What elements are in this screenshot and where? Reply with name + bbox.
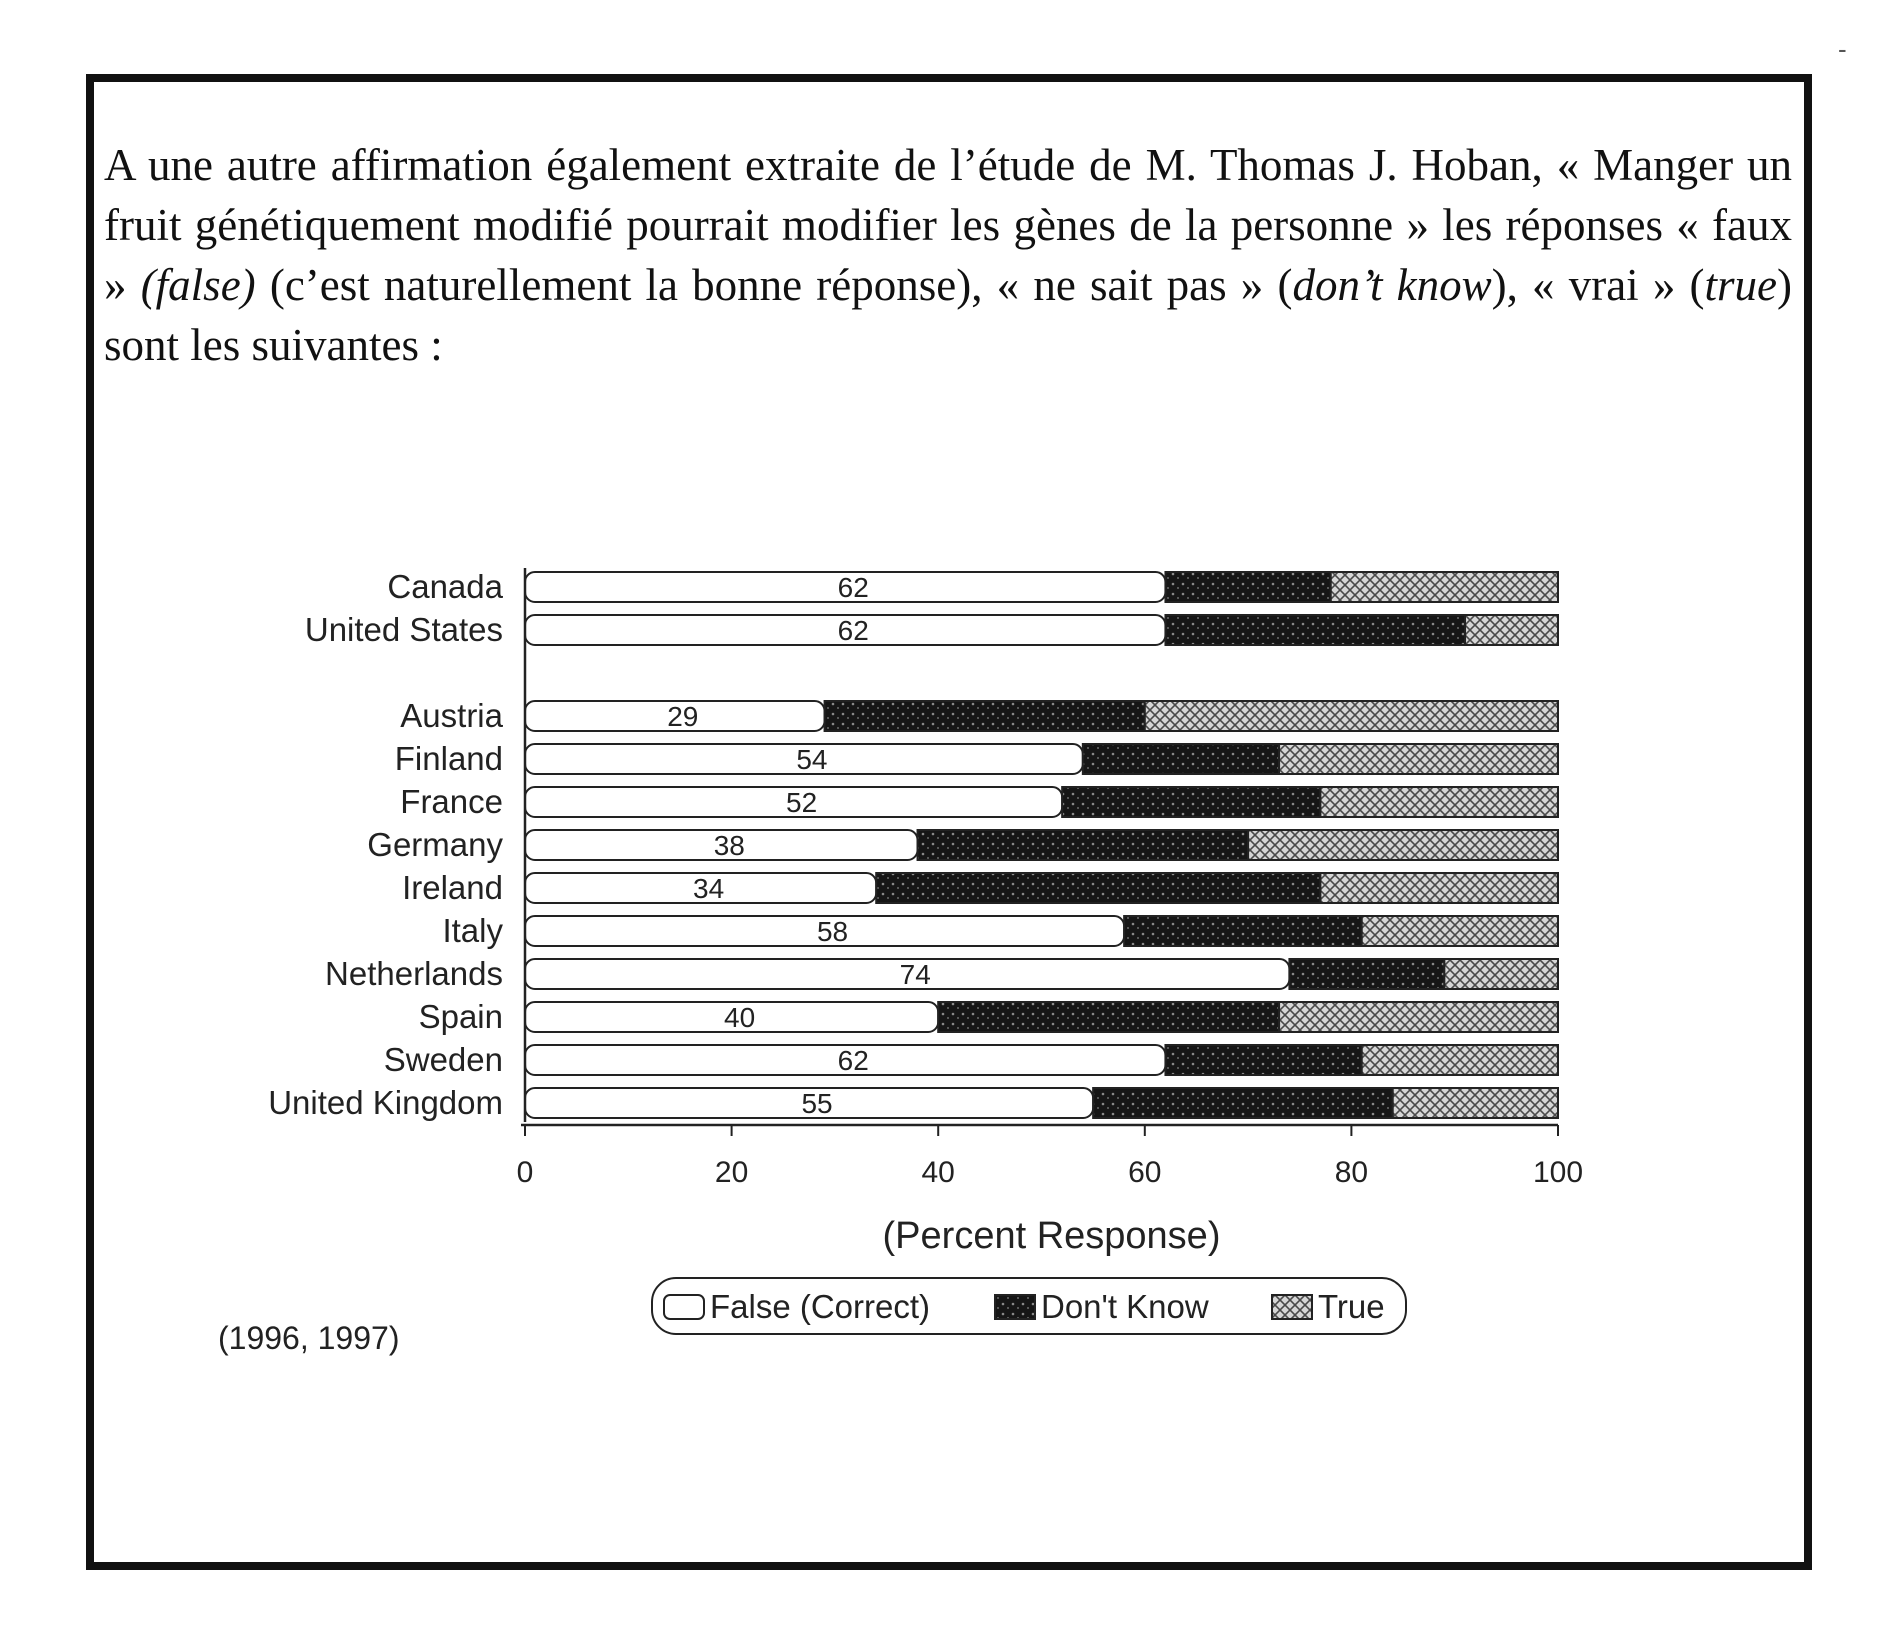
category-label-united-states: United States <box>304 611 503 648</box>
corner-mark: - <box>1838 34 1847 64</box>
x-axis-title: (Percent Response) <box>882 1215 1221 1257</box>
bar-netherlands-don-t-know <box>1289 959 1444 989</box>
paragraph-text-1: A une autre affirmation également extraite de l’étude de M. Thomas J. Hoban, « Manger un fruit génétiquement modifié pourrait modifier les gènes de la personne » les réponses « faux » <box>104 140 1792 310</box>
bar-sweden-true <box>1362 1045 1558 1075</box>
data-label-spain: 40 <box>724 1002 756 1033</box>
bar-finland-don-t-know <box>1083 744 1279 774</box>
category-label-netherlands: Netherlands <box>325 955 503 992</box>
x-tick-label-0: 0 <box>516 1156 534 1189</box>
paragraph-italic-false: (false) <box>140 260 256 310</box>
paragraph-italic-true: true <box>1704 260 1778 310</box>
bar-ireland-true <box>1320 873 1558 903</box>
x-tick-label-60: 60 <box>1128 1156 1162 1189</box>
paragraph-text-4: ) sont les suivantes : <box>104 260 1793 370</box>
data-label-canada: 62 <box>837 572 869 603</box>
x-tick-label-40: 40 <box>921 1156 955 1189</box>
x-tick-label-20: 20 <box>714 1156 749 1189</box>
x-tick-label-100: 100 <box>1532 1156 1584 1189</box>
bar-sweden-don-t-know <box>1165 1045 1361 1075</box>
bar-germany-don-t-know <box>918 830 1249 860</box>
bar-france-true <box>1320 787 1558 817</box>
bar-canada-true <box>1331 572 1558 602</box>
data-label-netherlands: 74 <box>899 959 931 990</box>
bar-austria-don-t-know <box>825 701 1145 731</box>
bar-italy-don-t-know <box>1124 916 1362 946</box>
legend-label-true: True <box>1318 1288 1385 1325</box>
legend-swatch-false-correct <box>664 1295 704 1319</box>
category-label-germany: Germany <box>367 826 503 863</box>
category-label-italy: Italy <box>442 912 503 949</box>
paragraph-text-3: ), « vrai » ( <box>1491 260 1705 310</box>
category-label-austria: Austria <box>400 697 503 734</box>
category-label-france: France <box>400 783 503 820</box>
data-label-italy: 58 <box>816 916 849 947</box>
source-years: (1996, 1997) <box>218 1320 400 1356</box>
category-label-ireland: Ireland <box>402 869 503 906</box>
category-labels <box>268 568 503 1121</box>
category-label-sweden: Sweden <box>383 1041 503 1078</box>
category-label-united-kingdom: United Kingdom <box>268 1084 503 1121</box>
legend-label-don-t-know: Don't Know <box>1041 1288 1209 1325</box>
data-label-germany: 38 <box>713 830 745 861</box>
paragraph-italic-dont-know: don’t know <box>1292 260 1492 310</box>
bar-ireland-don-t-know <box>876 873 1320 903</box>
data-label-ireland: 34 <box>693 873 725 904</box>
bar-finland-true <box>1279 744 1558 774</box>
x-axis <box>517 568 1583 1257</box>
data-label-united-states: 62 <box>837 615 869 646</box>
legend <box>652 1278 1406 1334</box>
paragraph-text-2: (c’est naturellement la bonne réponse), « ne sait pas » ( <box>255 260 1293 310</box>
legend-swatch-true <box>1272 1295 1312 1319</box>
bar-united-kingdom-true <box>1393 1088 1558 1118</box>
legend-label-false-correct: False (Correct) <box>710 1288 931 1325</box>
data-label-france: 52 <box>786 787 818 818</box>
bar-canada-don-t-know <box>1165 572 1330 602</box>
legend-swatch-don-t-know <box>995 1295 1035 1319</box>
data-label-united-kingdom: 55 <box>801 1088 833 1119</box>
bar-austria-true <box>1145 701 1558 731</box>
data-label-austria: 29 <box>667 701 699 732</box>
bar-spain-true <box>1279 1002 1558 1032</box>
x-tick-label-80: 80 <box>1334 1156 1369 1189</box>
category-label-spain: Spain <box>418 998 503 1035</box>
bar-italy-true <box>1362 916 1558 946</box>
bar-spain-don-t-know <box>938 1002 1279 1032</box>
bars-group <box>525 572 1558 1119</box>
bar-united-states-true <box>1465 615 1558 645</box>
bar-france-don-t-know <box>1062 787 1320 817</box>
category-label-canada: Canada <box>387 568 503 605</box>
data-label-sweden: 62 <box>837 1045 869 1076</box>
bar-netherlands-true <box>1444 959 1558 989</box>
bar-germany-true <box>1248 830 1558 860</box>
bar-united-states-don-t-know <box>1165 615 1465 645</box>
category-label-finland: Finland <box>394 740 503 777</box>
data-label-finland: 54 <box>796 744 828 775</box>
bar-united-kingdom-don-t-know <box>1093 1088 1393 1118</box>
